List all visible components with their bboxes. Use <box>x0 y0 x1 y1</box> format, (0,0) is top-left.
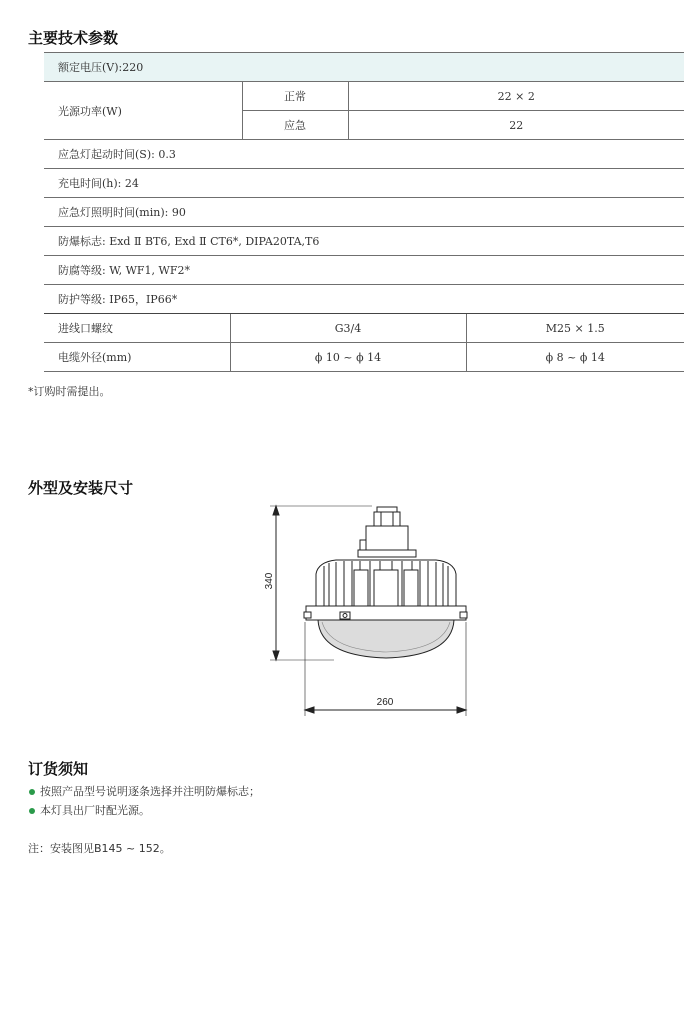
charge-time: 充电时间(h): 24 <box>44 169 684 198</box>
table-row <box>44 53 684 82</box>
ordering-note-text: 按照产品型号说明逐条选择并注明防爆标志； <box>40 785 260 798</box>
table-row <box>44 82 684 111</box>
bullet-icon <box>29 808 35 814</box>
ordering-note-text: 本灯具出厂时配光源。 <box>40 804 150 817</box>
power-emergency-label: 应急 <box>242 111 348 140</box>
cable-b: ϕ 8 ~ ϕ 14 <box>466 343 684 372</box>
thread-b: M25 × 1.5 <box>466 314 684 343</box>
dimension-section-title: 外型及安装尺寸 <box>28 479 134 497</box>
power-normal-value: 22 × 2 <box>348 82 684 111</box>
cable-label: 电缆外径(mm) <box>44 343 230 372</box>
power-label: 光源功率(W) <box>44 82 242 140</box>
protection-grade: 防护等级: IP65，IP66* <box>44 285 684 314</box>
thread-a: G3/4 <box>230 314 466 343</box>
table-row <box>44 343 684 372</box>
explosion-marking: 防爆标志: Exd Ⅱ BT6, Exd Ⅱ CT6*, DIPA20TA,T6 <box>44 227 684 256</box>
installation-remark: 注：安装图见B145 ~ 152。 <box>28 842 171 855</box>
table-row <box>44 198 684 227</box>
bullet-icon <box>29 789 35 795</box>
ordering-notes <box>28 782 260 820</box>
table-row <box>44 256 684 285</box>
rated-voltage: 额定电压(V):220 <box>44 53 684 82</box>
list-item <box>28 801 260 820</box>
ordering-section-title: 订货须知 <box>28 760 89 778</box>
list-item <box>28 782 260 801</box>
startup-time: 应急灯起动时间(S): 0.3 <box>44 140 684 169</box>
corrosion-grade: 防腐等级: W, WF1, WF2* <box>44 256 684 285</box>
table-row <box>44 140 684 169</box>
height-dimension: 340 <box>264 572 275 590</box>
power-emergency-value: 22 <box>348 111 684 140</box>
table-row <box>44 285 684 314</box>
cable-a: ϕ 10 ~ ϕ 14 <box>230 343 466 372</box>
spec-section-title: 主要技术参数 <box>28 29 119 47</box>
lamp-dimension-drawing <box>262 500 476 720</box>
thread-label: 进线口螺纹 <box>44 314 230 343</box>
table-row <box>44 169 684 198</box>
table-row <box>44 227 684 256</box>
table-row <box>44 314 684 343</box>
footnote: *订购时需提出。 <box>28 385 111 398</box>
power-normal-label: 正常 <box>242 82 348 111</box>
illumination-time: 应急灯照明时间(min): 90 <box>44 198 684 227</box>
width-dimension: 260 <box>376 697 394 708</box>
spec-table <box>44 52 684 372</box>
